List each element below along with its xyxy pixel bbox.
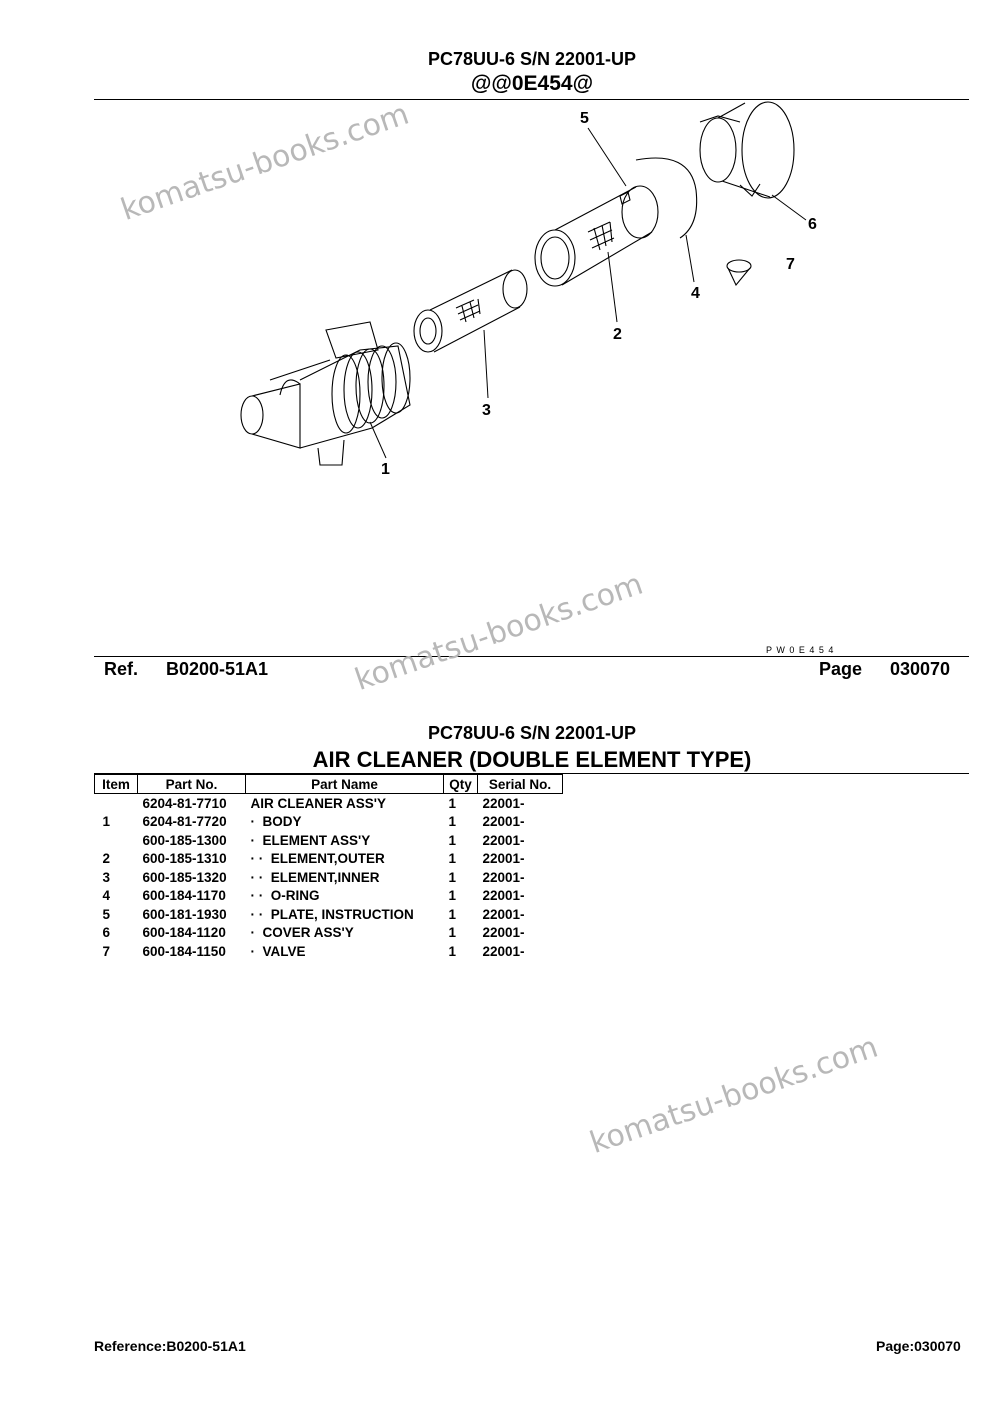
cell-qty: 1: [448, 814, 457, 830]
col-part-name: Part Name: [246, 775, 444, 794]
cell-qty: 1: [448, 851, 457, 867]
header-code: @@0E454@: [470, 72, 594, 95]
ref-label: Ref.: [104, 659, 139, 679]
cell-serial: 22001-: [482, 869, 525, 885]
part-o-ring: [636, 158, 697, 238]
figure-divider: [94, 656, 969, 657]
footer-page: Page:030070: [876, 1338, 961, 1354]
cell-serial: 22001-: [482, 925, 525, 941]
cell-name: · · ELEMENT,OUTER: [250, 851, 385, 867]
section-title: AIR CLEANER (DOUBLE ELEMENT TYPE): [312, 747, 752, 772]
cell-qty: 1: [448, 906, 457, 922]
table-row: [95, 942, 563, 961]
col-serial-no: Serial No.: [478, 775, 563, 794]
part-body: [241, 322, 410, 465]
cell-qty: 1: [448, 888, 457, 904]
table-row: [95, 905, 563, 924]
watermark: komatsu-books.com: [116, 96, 414, 228]
part-cover: [700, 102, 794, 198]
col-qty: Qty: [444, 775, 478, 794]
table-row: [95, 831, 563, 850]
leader-lines: [370, 128, 806, 458]
cell-part-no: 600-184-1120: [142, 925, 226, 941]
cell-name: · · ELEMENT,INNER: [250, 869, 380, 885]
table-row: [95, 813, 563, 832]
cell-serial: 22001-: [482, 888, 525, 904]
ref-value: B0200-51A1: [166, 659, 269, 679]
header-model: PC78UU-6 S/N 22001-UP: [427, 49, 637, 69]
table-row: [95, 850, 563, 869]
cell-item: 1: [102, 814, 111, 830]
cell-qty: 1: [448, 869, 457, 885]
cell-serial: 22001-: [482, 851, 525, 867]
figure-code: P W 0 E 4 5 4: [766, 645, 835, 655]
table-row: [95, 887, 563, 906]
cell-part-no: 6204-81-7720: [142, 814, 227, 830]
col-item: Item: [95, 775, 138, 794]
cell-item: 4: [102, 888, 111, 904]
page-label: Page: [819, 659, 863, 679]
callout-4: 4: [691, 285, 700, 302]
cell-part-no: 600-184-1150: [142, 943, 226, 959]
cell-name: · · PLATE, INSTRUCTION: [250, 906, 414, 922]
cell-qty: 1: [448, 943, 457, 959]
cell-name: · · O-RING: [250, 888, 320, 904]
part-valve: [727, 260, 751, 285]
cell-serial: 22001-: [482, 814, 525, 830]
cell-serial: 22001-: [482, 795, 525, 811]
cell-serial: 22001-: [482, 943, 525, 959]
col-part-no: Part No.: [138, 775, 246, 794]
callout-6: 6: [808, 216, 817, 233]
cell-part-no: 600-185-1310: [142, 851, 227, 867]
watermark: komatsu-books.com: [350, 566, 648, 698]
cell-item: 3: [102, 869, 111, 885]
cell-part-no: 6204-81-7710: [142, 795, 227, 811]
callout-2: 2: [613, 326, 622, 343]
cell-name: AIR CLEANER ASS'Y: [250, 795, 386, 811]
cell-part-no: 600-184-1170: [142, 888, 226, 904]
parts-table: [94, 774, 563, 961]
cell-qty: 1: [448, 795, 457, 811]
cell-part-no: 600-185-1320: [142, 869, 227, 885]
table-row: [95, 868, 563, 887]
watermark: komatsu-books.com: [585, 1029, 883, 1161]
cell-item: 2: [102, 851, 111, 867]
cell-part-no: 600-181-1930: [142, 906, 227, 922]
table-row: [95, 794, 563, 813]
cell-qty: 1: [448, 925, 457, 941]
part-inner-element: [414, 270, 527, 352]
cell-name: · VALVE: [250, 943, 306, 959]
callout-3: 3: [482, 402, 491, 419]
callout-7: 7: [786, 256, 795, 273]
footer-reference: Reference:B0200-51A1: [94, 1338, 246, 1354]
cell-name: · BODY: [250, 814, 302, 830]
cell-name: · ELEMENT ASS'Y: [250, 832, 371, 848]
cell-item: [95, 794, 138, 813]
section-model: PC78UU-6 S/N 22001-UP: [427, 723, 637, 743]
table-header-row: [95, 775, 563, 794]
callout-5: 5: [580, 110, 589, 127]
cell-item: [95, 831, 138, 850]
cell-name: · COVER ASS'Y: [250, 925, 354, 941]
cell-serial: 22001-: [482, 832, 525, 848]
table-row: [95, 924, 563, 943]
cell-serial: 22001-: [482, 906, 525, 922]
cell-qty: 1: [448, 832, 457, 848]
cell-item: 5: [102, 906, 111, 922]
callout-1: 1: [381, 461, 390, 478]
page-value: 030070: [890, 659, 951, 679]
cell-part-no: 600-185-1300: [142, 832, 227, 848]
part-outer-element: [535, 186, 658, 286]
cell-item: 6: [102, 925, 111, 941]
cell-item: 7: [102, 943, 111, 959]
